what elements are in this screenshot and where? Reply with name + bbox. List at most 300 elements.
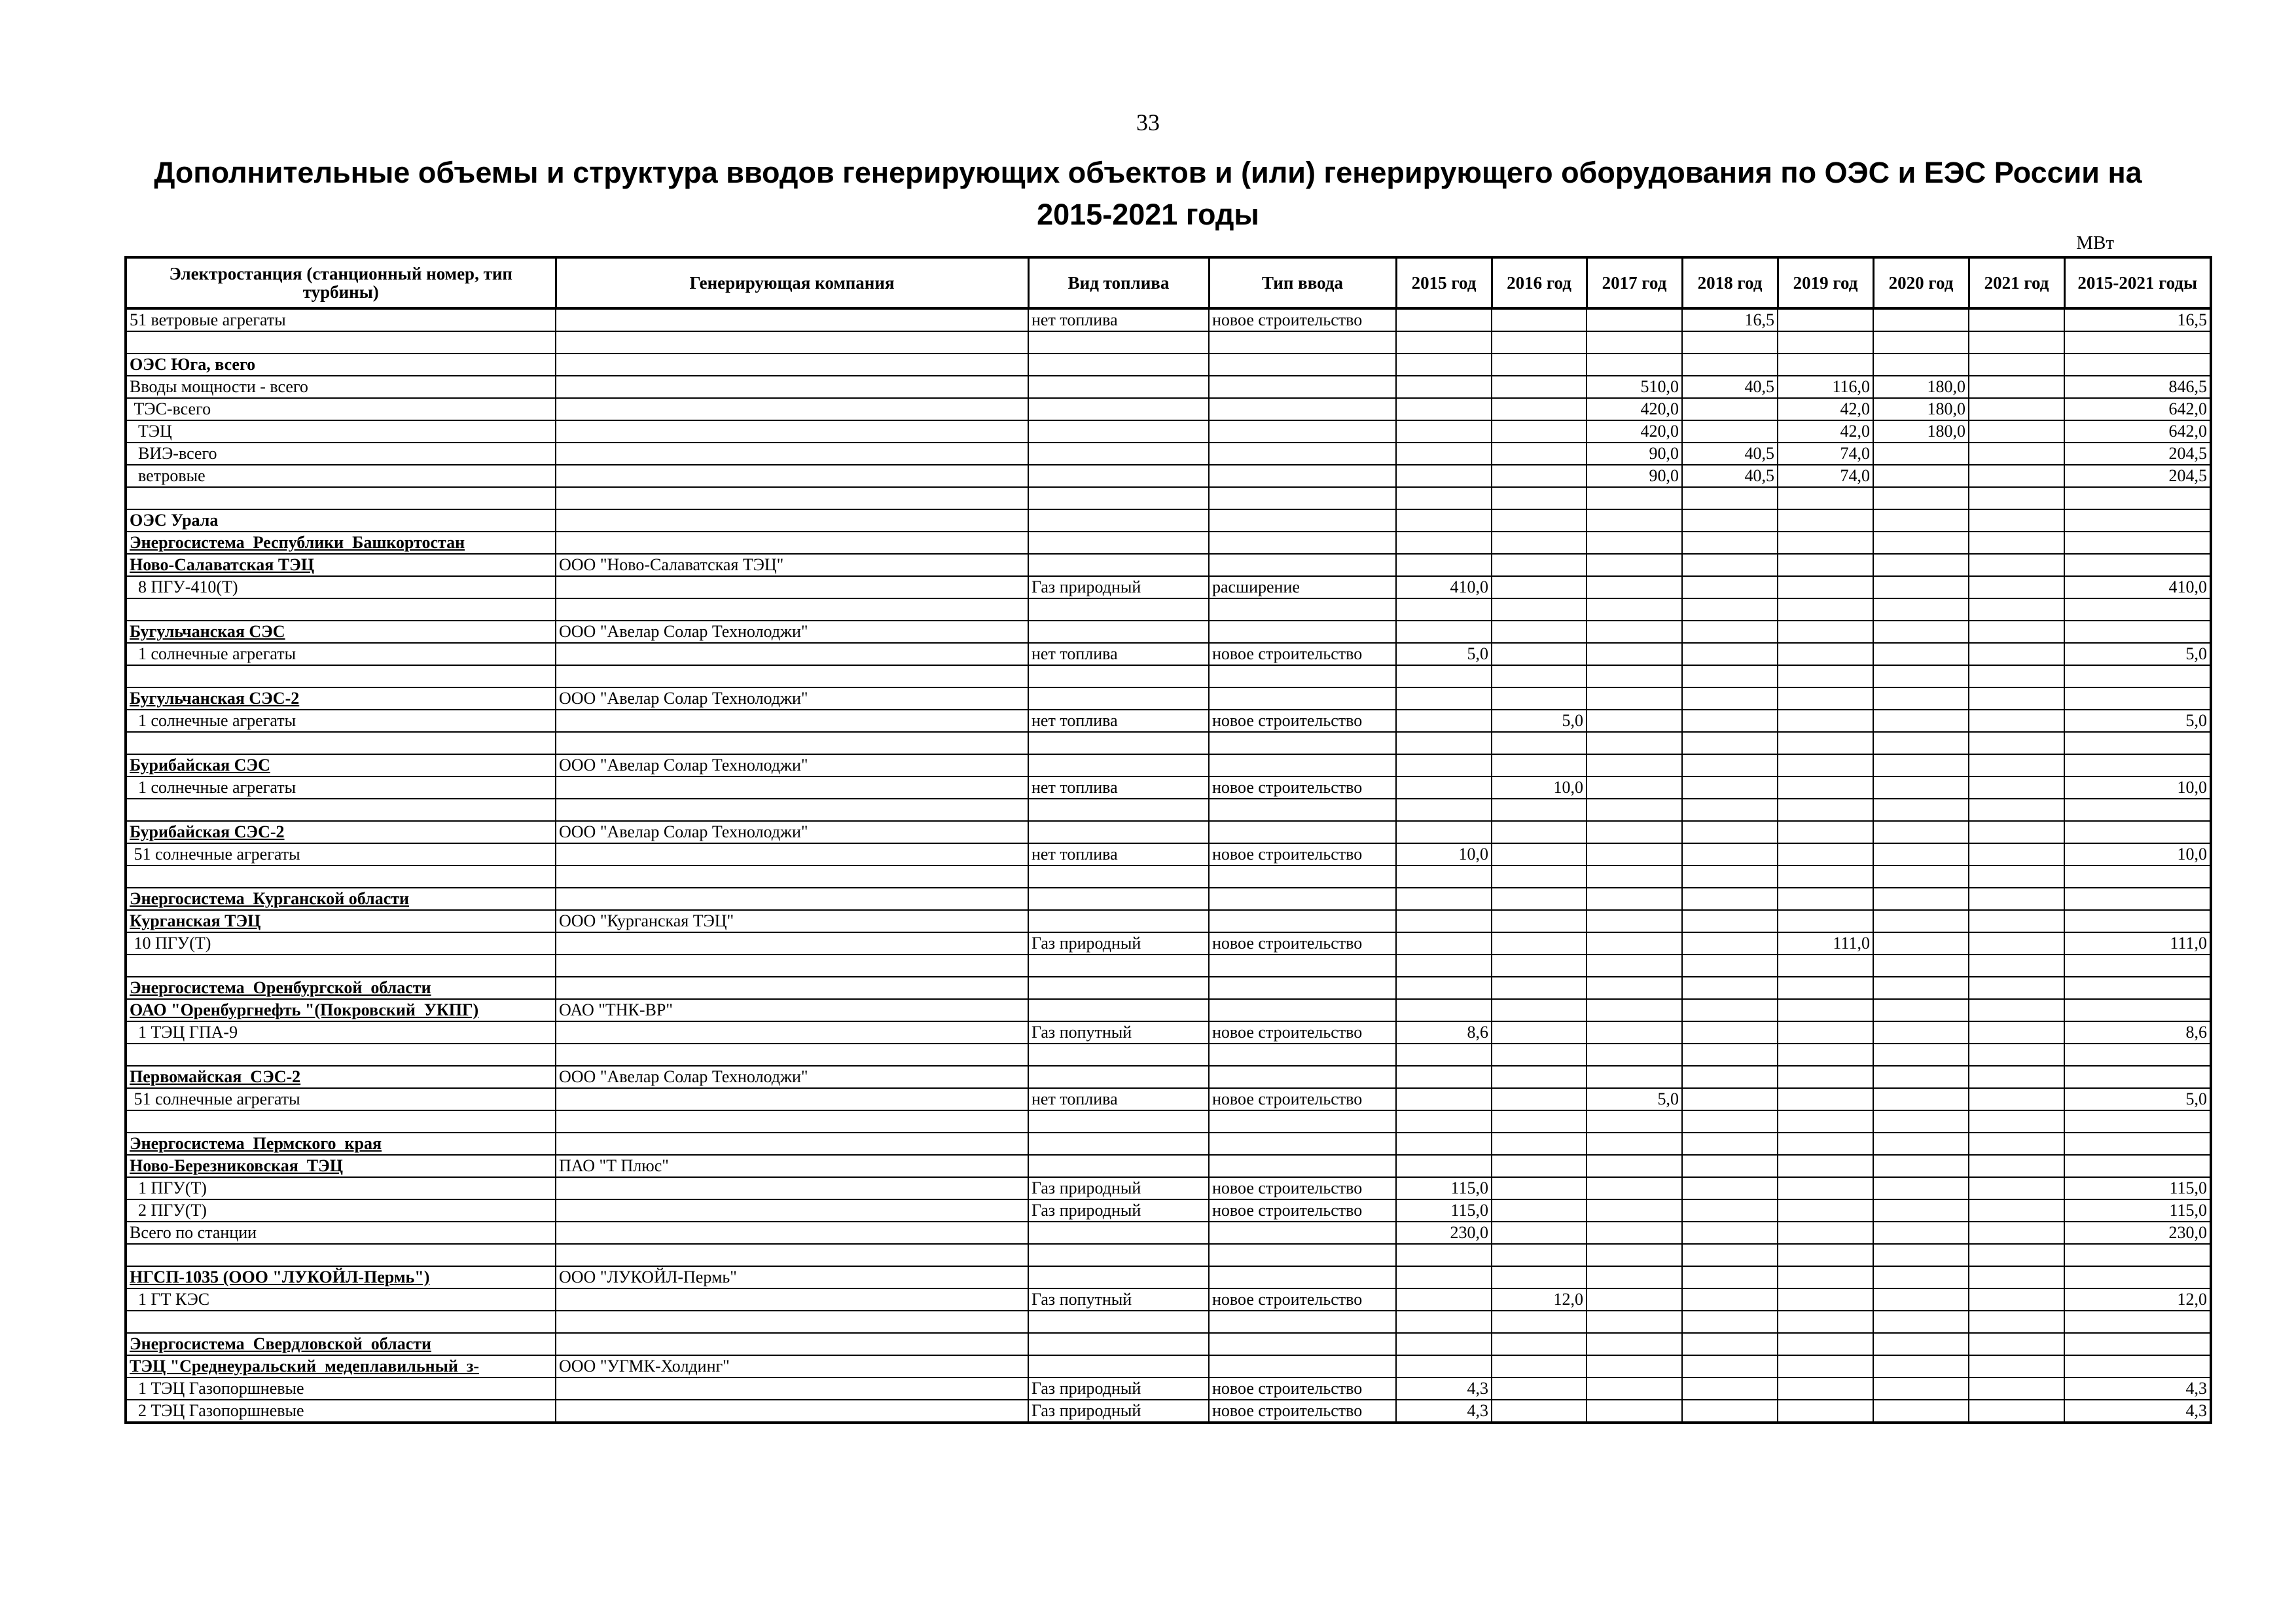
table-cell: [2064, 1266, 2211, 1288]
table-cell: [1396, 821, 1492, 843]
table-cell: [1682, 888, 1778, 910]
table-cell: [1682, 1244, 1778, 1266]
table-cell: [1028, 465, 1209, 487]
table-cell: [1778, 554, 1873, 576]
table-cell: [556, 598, 1028, 621]
table-cell: [1873, 1177, 1969, 1199]
table-cell: [1778, 732, 1873, 754]
table-cell: [1396, 977, 1492, 999]
table-cell: [1682, 776, 1778, 799]
table-cell: [1028, 1044, 1209, 1066]
table-cell: [1969, 955, 2064, 977]
table-cell: [1587, 1110, 1682, 1133]
table-cell: [2064, 598, 2211, 621]
table-cell: [556, 1044, 1028, 1066]
table-cell: [1492, 1177, 1587, 1199]
table-cell: [1682, 843, 1778, 866]
column-header: 2019 год: [1778, 257, 1873, 308]
table-cell: ООО "Авелар Солар Технолоджи": [556, 754, 1028, 776]
table-cell: Газ природный: [1028, 1377, 1209, 1400]
table-cell: [1396, 621, 1492, 643]
table-cell: ТЭЦ "Среднеуральский медеплавильный з-: [126, 1355, 556, 1377]
table-cell: Газ природный: [1028, 1177, 1209, 1199]
table-cell: [1682, 866, 1778, 888]
table-cell: [1492, 821, 1587, 843]
table-cell: [556, 843, 1028, 866]
table-cell: [1873, 1355, 1969, 1377]
table-cell: [1587, 1266, 1682, 1288]
table-cell: [1682, 420, 1778, 443]
table-cell: [1587, 1355, 1682, 1377]
table-cell: [1209, 554, 1396, 576]
table-cell: ПАО "Т Плюс": [556, 1155, 1028, 1177]
table-row: [126, 1110, 2211, 1133]
table-cell: [126, 1244, 556, 1266]
table-cell: [1209, 443, 1396, 465]
table-cell: [1873, 532, 1969, 554]
table-cell: [1396, 1066, 1492, 1088]
table-cell: [1969, 1177, 2064, 1199]
table-cell: [1969, 821, 2064, 843]
table-cell: [2064, 1133, 2211, 1155]
table-cell: [1778, 1400, 1873, 1423]
table-row: [126, 1333, 2211, 1355]
table-cell: Энергосистема Свердловской области: [126, 1333, 556, 1355]
table-cell: [1969, 487, 2064, 509]
table-cell: [1396, 1110, 1492, 1133]
table-cell: [1028, 376, 1209, 398]
table-cell: [1396, 732, 1492, 754]
table-cell: расширение: [1209, 576, 1396, 598]
table-cell: [126, 598, 556, 621]
table-cell: 204,5: [2064, 443, 2211, 465]
table-cell: нет топлива: [1028, 843, 1209, 866]
table-cell: [1028, 1222, 1209, 1244]
table-cell: [2064, 532, 2211, 554]
table-cell: Газ попутный: [1028, 1021, 1209, 1044]
table-cell: [2064, 554, 2211, 576]
table-cell: 8 ПГУ-410(Т): [126, 576, 556, 598]
table-cell: [1396, 955, 1492, 977]
table-cell: [1587, 576, 1682, 598]
table-cell: ООО "ЛУКОЙЛ-Пермь": [556, 1266, 1028, 1288]
table-cell: [1587, 598, 1682, 621]
table-cell: [1028, 977, 1209, 999]
table-cell: [556, 1311, 1028, 1333]
table-cell: 16,5: [1682, 308, 1778, 331]
table-cell: [1682, 732, 1778, 754]
table-cell: 420,0: [1587, 420, 1682, 443]
table-cell: [1969, 554, 2064, 576]
table-cell: [1492, 1155, 1587, 1177]
table-cell: [556, 1110, 1028, 1133]
table-cell: [1969, 1266, 2064, 1288]
table-cell: [1587, 1199, 1682, 1222]
table-cell: 410,0: [2064, 576, 2211, 598]
table-cell: [1873, 710, 1969, 732]
generation-table: [124, 256, 2212, 1424]
table-cell: [1778, 643, 1873, 665]
table-cell: [1492, 487, 1587, 509]
table-cell: [1028, 354, 1209, 376]
table-cell: [1209, 687, 1396, 710]
table-cell: [1492, 621, 1587, 643]
table-cell: [1028, 955, 1209, 977]
table-cell: [556, 643, 1028, 665]
table-cell: [1209, 465, 1396, 487]
column-header: 2018 год: [1682, 257, 1778, 308]
table-row: [126, 621, 2211, 643]
table-cell: [1778, 576, 1873, 598]
table-cell: [1209, 598, 1396, 621]
table-cell: [1682, 1333, 1778, 1355]
table-cell: [1682, 1288, 1778, 1311]
table-cell: [126, 1311, 556, 1333]
table-cell: 230,0: [1396, 1222, 1492, 1244]
table-cell: [1028, 1355, 1209, 1377]
table-cell: [1396, 509, 1492, 532]
table-cell: [1396, 1266, 1492, 1288]
table-cell: [1492, 888, 1587, 910]
table-cell: [1682, 1311, 1778, 1333]
table-row: [126, 687, 2211, 710]
table-cell: 116,0: [1778, 376, 1873, 398]
table-cell: Первомайская СЭС-2: [126, 1066, 556, 1088]
table-cell: [1778, 821, 1873, 843]
table-cell: новое строительство: [1209, 843, 1396, 866]
table-cell: НГСП-1035 (ООО "ЛУКОЙЛ-Пермь"): [126, 1266, 556, 1288]
table-cell: [1028, 1333, 1209, 1355]
table-cell: [1682, 1222, 1778, 1244]
column-header: 2017 год: [1587, 257, 1682, 308]
table-cell: 12,0: [2064, 1288, 2211, 1311]
table-cell: [1778, 977, 1873, 999]
table-cell: [1209, 509, 1396, 532]
table-cell: новое строительство: [1209, 776, 1396, 799]
table-row: [126, 754, 2211, 776]
table-cell: 10,0: [1492, 776, 1587, 799]
table-cell: [126, 331, 556, 354]
table-cell: [1682, 1110, 1778, 1133]
table-cell: [1873, 977, 1969, 999]
table-cell: [1587, 1377, 1682, 1400]
table-cell: [1396, 932, 1492, 955]
table-cell: [1778, 598, 1873, 621]
table-row: [126, 465, 2211, 487]
table-cell: [2064, 1110, 2211, 1133]
table-cell: Энергосистема Оренбургской области: [126, 977, 556, 999]
table-cell: [1396, 532, 1492, 554]
table-cell: [1492, 866, 1587, 888]
table-cell: [1396, 1288, 1492, 1311]
table-cell: ОЭС Юга, всего: [126, 354, 556, 376]
table-cell: ТЭС-всего: [126, 398, 556, 420]
table-cell: [1492, 554, 1587, 576]
table-cell: [1778, 354, 1873, 376]
table-cell: Газ природный: [1028, 576, 1209, 598]
column-header: 2021 год: [1969, 257, 2064, 308]
table-cell: [1873, 354, 1969, 376]
table-cell: [1682, 1355, 1778, 1377]
table-cell: Газ попутный: [1028, 1288, 1209, 1311]
table-cell: Газ природный: [1028, 1400, 1209, 1423]
table-cell: [2064, 799, 2211, 821]
table-cell: [1396, 866, 1492, 888]
table-cell: [1492, 732, 1587, 754]
table-cell: [2064, 1155, 2211, 1177]
table-cell: 40,5: [1682, 443, 1778, 465]
table-cell: ОАО "Оренбургнефть "(Покровский УКПГ): [126, 999, 556, 1021]
table-cell: 5,0: [2064, 643, 2211, 665]
table-cell: [1969, 576, 2064, 598]
table-cell: [1969, 1311, 2064, 1333]
table-cell: [1778, 1199, 1873, 1222]
table-row: [126, 955, 2211, 977]
table-cell: [556, 331, 1028, 354]
table-cell: [1682, 532, 1778, 554]
table-cell: [1028, 487, 1209, 509]
table-cell: [2064, 977, 2211, 999]
table-cell: [1209, 1110, 1396, 1133]
table-cell: 420,0: [1587, 398, 1682, 420]
table-row: [126, 1044, 2211, 1066]
table-cell: [1587, 1400, 1682, 1423]
table-cell: [1682, 576, 1778, 598]
table-cell: 1 солнечные агрегаты: [126, 643, 556, 665]
table-cell: [1492, 665, 1587, 687]
table-cell: [1396, 1311, 1492, 1333]
table-cell: [556, 799, 1028, 821]
table-cell: [1778, 1155, 1873, 1177]
table-cell: [1028, 821, 1209, 843]
table-cell: 846,5: [2064, 376, 2211, 398]
table-cell: [1028, 866, 1209, 888]
table-cell: [1492, 754, 1587, 776]
table-cell: 5,0: [2064, 1088, 2211, 1110]
table-row: [126, 420, 2211, 443]
table-cell: [1396, 598, 1492, 621]
table-cell: 180,0: [1873, 398, 1969, 420]
table-cell: [1778, 1244, 1873, 1266]
table-cell: [1873, 910, 1969, 932]
table-cell: [1969, 888, 2064, 910]
table-cell: [1969, 308, 2064, 331]
table-row: [126, 1288, 2211, 1311]
table-cell: [1492, 509, 1587, 532]
table-cell: 4,3: [1396, 1400, 1492, 1423]
table-cell: новое строительство: [1209, 1400, 1396, 1423]
table-row: [126, 1355, 2211, 1377]
table-cell: 4,3: [2064, 1400, 2211, 1423]
table-row: [126, 710, 2211, 732]
table-cell: нет топлива: [1028, 776, 1209, 799]
table-cell: [1969, 776, 2064, 799]
table-cell: [556, 932, 1028, 955]
table-row: [126, 843, 2211, 866]
table-cell: [1396, 420, 1492, 443]
table-cell: [1492, 1244, 1587, 1266]
table-cell: [1682, 1199, 1778, 1222]
table-cell: [1873, 665, 1969, 687]
table-cell: [1492, 1266, 1587, 1288]
table-cell: [556, 443, 1028, 465]
table-cell: [556, 710, 1028, 732]
table-cell: [1209, 799, 1396, 821]
table-cell: [1873, 554, 1969, 576]
table-row: [126, 1244, 2211, 1266]
table-cell: 115,0: [2064, 1199, 2211, 1222]
table-cell: [1492, 1044, 1587, 1066]
table-cell: [1396, 888, 1492, 910]
table-cell: [126, 866, 556, 888]
table-cell: [1028, 1066, 1209, 1088]
table-cell: [1209, 376, 1396, 398]
table-cell: [1682, 821, 1778, 843]
table-cell: [1682, 554, 1778, 576]
table-cell: нет топлива: [1028, 308, 1209, 331]
table-cell: [1873, 1110, 1969, 1133]
table-cell: [1492, 598, 1587, 621]
table-cell: [1396, 554, 1492, 576]
table-cell: [1492, 376, 1587, 398]
table-cell: [1682, 1266, 1778, 1288]
table-cell: [1028, 665, 1209, 687]
table-row: [126, 665, 2211, 687]
table-cell: новое строительство: [1209, 932, 1396, 955]
table-row: [126, 308, 2211, 331]
table-cell: [1873, 621, 1969, 643]
table-cell: 40,5: [1682, 376, 1778, 398]
table-cell: [1969, 1199, 2064, 1222]
table-cell: Бурибайская СЭС: [126, 754, 556, 776]
table-cell: [1587, 1133, 1682, 1155]
table-row: [126, 1311, 2211, 1333]
table-cell: [1209, 621, 1396, 643]
table-cell: [1682, 977, 1778, 999]
table-cell: [1492, 1066, 1587, 1088]
table-cell: 5,0: [2064, 710, 2211, 732]
table-row: [126, 1177, 2211, 1199]
table-cell: [1209, 1311, 1396, 1333]
table-cell: [1587, 799, 1682, 821]
table-row: [126, 999, 2211, 1021]
table-cell: [1682, 398, 1778, 420]
table-cell: 74,0: [1778, 443, 1873, 465]
table-cell: [1873, 1133, 1969, 1155]
table-cell: [1587, 776, 1682, 799]
table-cell: [556, 1400, 1028, 1423]
table-cell: [1778, 1088, 1873, 1110]
table-cell: [1492, 843, 1587, 866]
table-cell: новое строительство: [1209, 710, 1396, 732]
table-cell: [1396, 1155, 1492, 1177]
table-row: [126, 1222, 2211, 1244]
table-cell: новое строительство: [1209, 308, 1396, 331]
table-cell: [1873, 1288, 1969, 1311]
table-cell: [1969, 710, 2064, 732]
table-cell: [556, 576, 1028, 598]
table-cell: [1587, 621, 1682, 643]
page-number: 33: [1136, 109, 1160, 136]
table-cell: [1778, 799, 1873, 821]
table-cell: [126, 732, 556, 754]
table-row: [126, 910, 2211, 932]
table-cell: [556, 354, 1028, 376]
table-cell: [1587, 1333, 1682, 1355]
table-cell: [1778, 1222, 1873, 1244]
table-cell: [1969, 598, 2064, 621]
table-cell: [2064, 821, 2211, 843]
table-cell: [1396, 1088, 1492, 1110]
table-cell: [1682, 1177, 1778, 1199]
table-cell: [1396, 1244, 1492, 1266]
table-cell: [1587, 754, 1682, 776]
table-cell: [1682, 665, 1778, 687]
table-cell: нет топлива: [1028, 1088, 1209, 1110]
table-cell: [1492, 799, 1587, 821]
table-cell: [1209, 754, 1396, 776]
table-row: [126, 1377, 2211, 1400]
table-cell: 51 солнечные агрегаты: [126, 1088, 556, 1110]
table-cell: [1873, 932, 1969, 955]
table-cell: 1 солнечные агрегаты: [126, 776, 556, 799]
table-cell: [1587, 732, 1682, 754]
table-cell: [1873, 1266, 1969, 1288]
table-cell: новое строительство: [1209, 1088, 1396, 1110]
table-cell: [1969, 621, 2064, 643]
table-cell: [1873, 732, 1969, 754]
table-cell: [1492, 420, 1587, 443]
table-cell: [1873, 576, 1969, 598]
table-cell: [1873, 1155, 1969, 1177]
table-cell: [556, 420, 1028, 443]
table-row: [126, 398, 2211, 420]
table-row: [126, 532, 2211, 554]
table-cell: [1873, 888, 1969, 910]
table-row: [126, 376, 2211, 398]
table-cell: 42,0: [1778, 420, 1873, 443]
table-cell: ВИЭ-всего: [126, 443, 556, 465]
table-cell: [1682, 932, 1778, 955]
table-cell: [1873, 443, 1969, 465]
table-cell: [1492, 999, 1587, 1021]
table-cell: [1587, 1311, 1682, 1333]
table-cell: 642,0: [2064, 420, 2211, 443]
table-cell: [1873, 1244, 1969, 1266]
table-cell: 115,0: [1396, 1177, 1492, 1199]
table-cell: [1873, 1088, 1969, 1110]
table-cell: [1396, 1333, 1492, 1355]
table-cell: [1587, 1177, 1682, 1199]
table-cell: Энергосистема Курганской области: [126, 888, 556, 910]
table-cell: 410,0: [1396, 576, 1492, 598]
table-cell: [1028, 888, 1209, 910]
table-cell: 8,6: [2064, 1021, 2211, 1044]
table-cell: 4,3: [2064, 1377, 2211, 1400]
table-cell: [1492, 910, 1587, 932]
table-cell: [1492, 955, 1587, 977]
table-cell: [1682, 687, 1778, 710]
table-cell: [1028, 1244, 1209, 1266]
table-cell: [2064, 754, 2211, 776]
column-header: Вид топлива: [1028, 257, 1209, 308]
table-row: [126, 1088, 2211, 1110]
table-cell: [1682, 754, 1778, 776]
table-cell: [1873, 1044, 1969, 1066]
table-cell: [2064, 732, 2211, 754]
table-row: [126, 487, 2211, 509]
table-cell: [1587, 554, 1682, 576]
